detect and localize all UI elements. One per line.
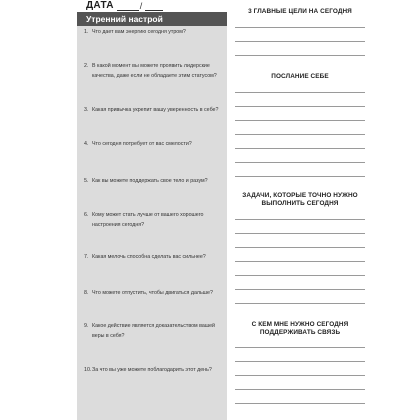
question-item <box>84 140 224 150</box>
question-number: 10. <box>84 367 92 373</box>
message-line[interactable] <box>235 120 365 121</box>
message-line[interactable] <box>235 106 365 107</box>
date-row <box>86 1 163 11</box>
contact-line[interactable] <box>235 361 365 362</box>
question-text: Что можете отпустить, чтобы двигаться дальше? <box>92 290 213 296</box>
question-text: Какое действие является доказательством вашей веры в себя? <box>92 323 216 339</box>
message-line[interactable] <box>235 134 365 135</box>
question-item <box>84 322 224 341</box>
contact-line[interactable] <box>235 403 365 404</box>
task-line[interactable] <box>235 275 365 276</box>
question-item <box>84 289 224 299</box>
question-item <box>84 177 224 187</box>
task-line[interactable] <box>235 303 365 304</box>
contact-line[interactable] <box>235 389 365 390</box>
date-day-blank[interactable] <box>117 3 139 11</box>
question-number: 4. <box>84 141 89 147</box>
question-number: 6. <box>84 212 89 218</box>
morning-panel-title: Утренний настрой <box>86 14 163 24</box>
task-line[interactable] <box>235 289 365 290</box>
question-number: 5. <box>84 178 89 184</box>
question-number: 1. <box>84 29 89 35</box>
question-text: Какая мелочь способна сделать вас сильнее? <box>92 254 206 260</box>
goals-section-title: 3 ГЛАВНЫЕ ЦЕЛИ НА СЕГОДНЯ <box>248 8 352 15</box>
date-separator: / <box>139 1 143 11</box>
question-text: Что сегодня потребует от вас смелости? <box>92 141 192 147</box>
question-text: В какой момент вы можете проявить лидерские качества, даже если не обладаете этим статусом? <box>92 63 217 79</box>
contact-line[interactable] <box>235 375 365 376</box>
contact-line[interactable] <box>235 347 365 348</box>
question-text: Как вы можете поддержать свое тело и разум? <box>92 178 208 184</box>
question-item <box>84 106 224 116</box>
message-line[interactable] <box>235 176 365 177</box>
question-number: 2. <box>84 63 89 69</box>
question-item <box>84 366 224 376</box>
date-month-blank[interactable] <box>145 3 163 11</box>
question-text: Какая привычка укрепит вашу уверенность в себе? <box>92 107 219 113</box>
date-label: ДАТА <box>86 0 114 11</box>
task-line[interactable] <box>235 247 365 248</box>
question-item <box>84 211 224 230</box>
question-text: За что вы уже можете поблагодарить этот день? <box>92 367 212 373</box>
message-line[interactable] <box>235 92 365 93</box>
goal-line[interactable] <box>235 55 365 56</box>
morning-panel-header <box>77 12 227 26</box>
contacts-section-title: С КЕМ МНЕ НУЖНО СЕГОДНЯ ПОДДЕРЖИВАТЬ СВЯЗЬ <box>251 321 349 336</box>
question-item <box>84 253 224 263</box>
goal-line[interactable] <box>235 41 365 42</box>
message-section-title: ПОСЛАНИЕ СЕБЕ <box>271 73 329 80</box>
question-item <box>84 28 224 38</box>
question-item <box>84 62 224 81</box>
question-number: 8. <box>84 290 89 296</box>
task-line[interactable] <box>235 233 365 234</box>
question-number: 7. <box>84 254 89 260</box>
task-line[interactable] <box>235 261 365 262</box>
goal-line[interactable] <box>235 27 365 28</box>
message-line[interactable] <box>235 148 365 149</box>
task-line[interactable] <box>235 219 365 220</box>
question-number: 9. <box>84 323 89 329</box>
tasks-section-title: ЗАДАЧИ, КОТОРЫЕ ТОЧНО НУЖНО ВЫПОЛНИТЬ СЕГОДНЯ <box>242 192 358 207</box>
message-line[interactable] <box>235 162 365 163</box>
question-text: Кому может стать лучше от вашего хорошего настроения сегодня? <box>92 212 204 228</box>
question-text: Что дает вам энергию сегодня утром? <box>92 29 186 35</box>
question-number: 3. <box>84 107 89 113</box>
